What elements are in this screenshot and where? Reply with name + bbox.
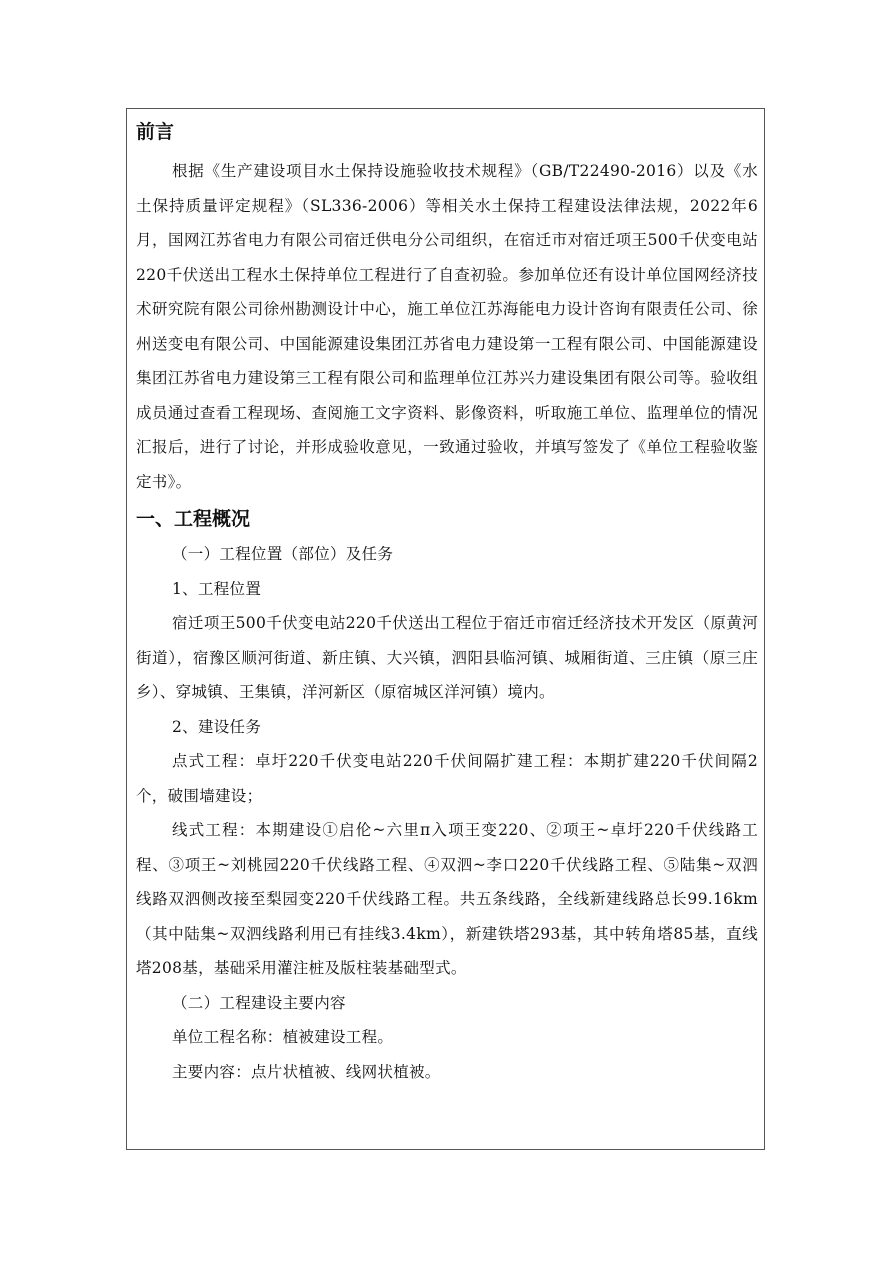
subsection-1-title: （一）工程位置（部位）及任务	[172, 545, 394, 563]
unit-project-name: 单位工程名称：植被建设工程。	[172, 1028, 394, 1046]
section-1-heading: 一、工程概况	[136, 508, 251, 530]
point-works-paragraph: 点式工程：卓圩220千伏变电站220千伏间隔扩建工程：本期扩建220千伏间隔2个，破围墙建设；	[136, 752, 758, 805]
preface-paragraph: 根据《生产建设项目水土保持设施验收技术规程》（GB/T22490-2016）以及《水土保持质量评定规程》（SL336-2006）等相关水土保持工程建设法律法规，2022年6月，国网江苏省电力有限公司宿迁供电分公司组织，在宿迁市对宿迁项王500千伏变电站220千伏送出工程水土保持单位工程进行了自查初验。参加单位还有设计单位国网经济技术研究院有限公司徐州勘测设计中心，施工单位江苏海能电力设计咨询有限责任公司、徐州送变电有限公司、中国能源建设集团江苏省电力建设第一工程有限公司、中国能源建设集团江苏省电力建设第三工程有限公司和监理单位江苏兴力建设集团有限公司等。验收组成员通过查看工程现场、查阅施工文字资料、影像资料，听取施工单位、监理单位的情况汇报后，进行了讨论，并形成验收意见，一致通过验收，并填写签发了《单位工程验收鉴定书》。	[136, 162, 758, 491]
item-2-title: 2、建设任务	[172, 717, 262, 736]
document-body	[136, 112, 758, 1089]
project-location-paragraph: 宿迁项王500千伏变电站220千伏送出工程位于宿迁市宿迁经济技术开发区（原黄河街道），宿豫区顺河街道、新庄镇、大兴镇，泗阳县临河镇、城厢街道、三庄镇（原三庄乡）、穿城镇、王集镇，洋河新区（原宿城区洋河镇）境内。	[136, 614, 758, 701]
item-1-title: 1、工程位置	[172, 579, 262, 598]
line-works-paragraph: 线式工程：本期建设①启伦~六里π入项王变220、②项王~卓圩220千伏线路工程、③项王~刘桃园220千伏线路工程、④双泗~李口220千伏线路工程、⑤陆集~双泗线路双泗侧改接至梨园变220千伏线路工程。共五条线路，全线新建线路总长99.16km（其中陆集~双泗线路利用已有挂线3.4km），新建铁塔293基，其中转角塔85基，直线塔208基，基础采用灌注桩及版柱装基础型式。	[136, 821, 758, 977]
preface-heading: 前言	[136, 121, 175, 143]
subsection-2-title: （二）工程建设主要内容	[172, 993, 346, 1012]
main-content-line: 主要内容：点片状植被、线网状植被。	[172, 1062, 441, 1081]
